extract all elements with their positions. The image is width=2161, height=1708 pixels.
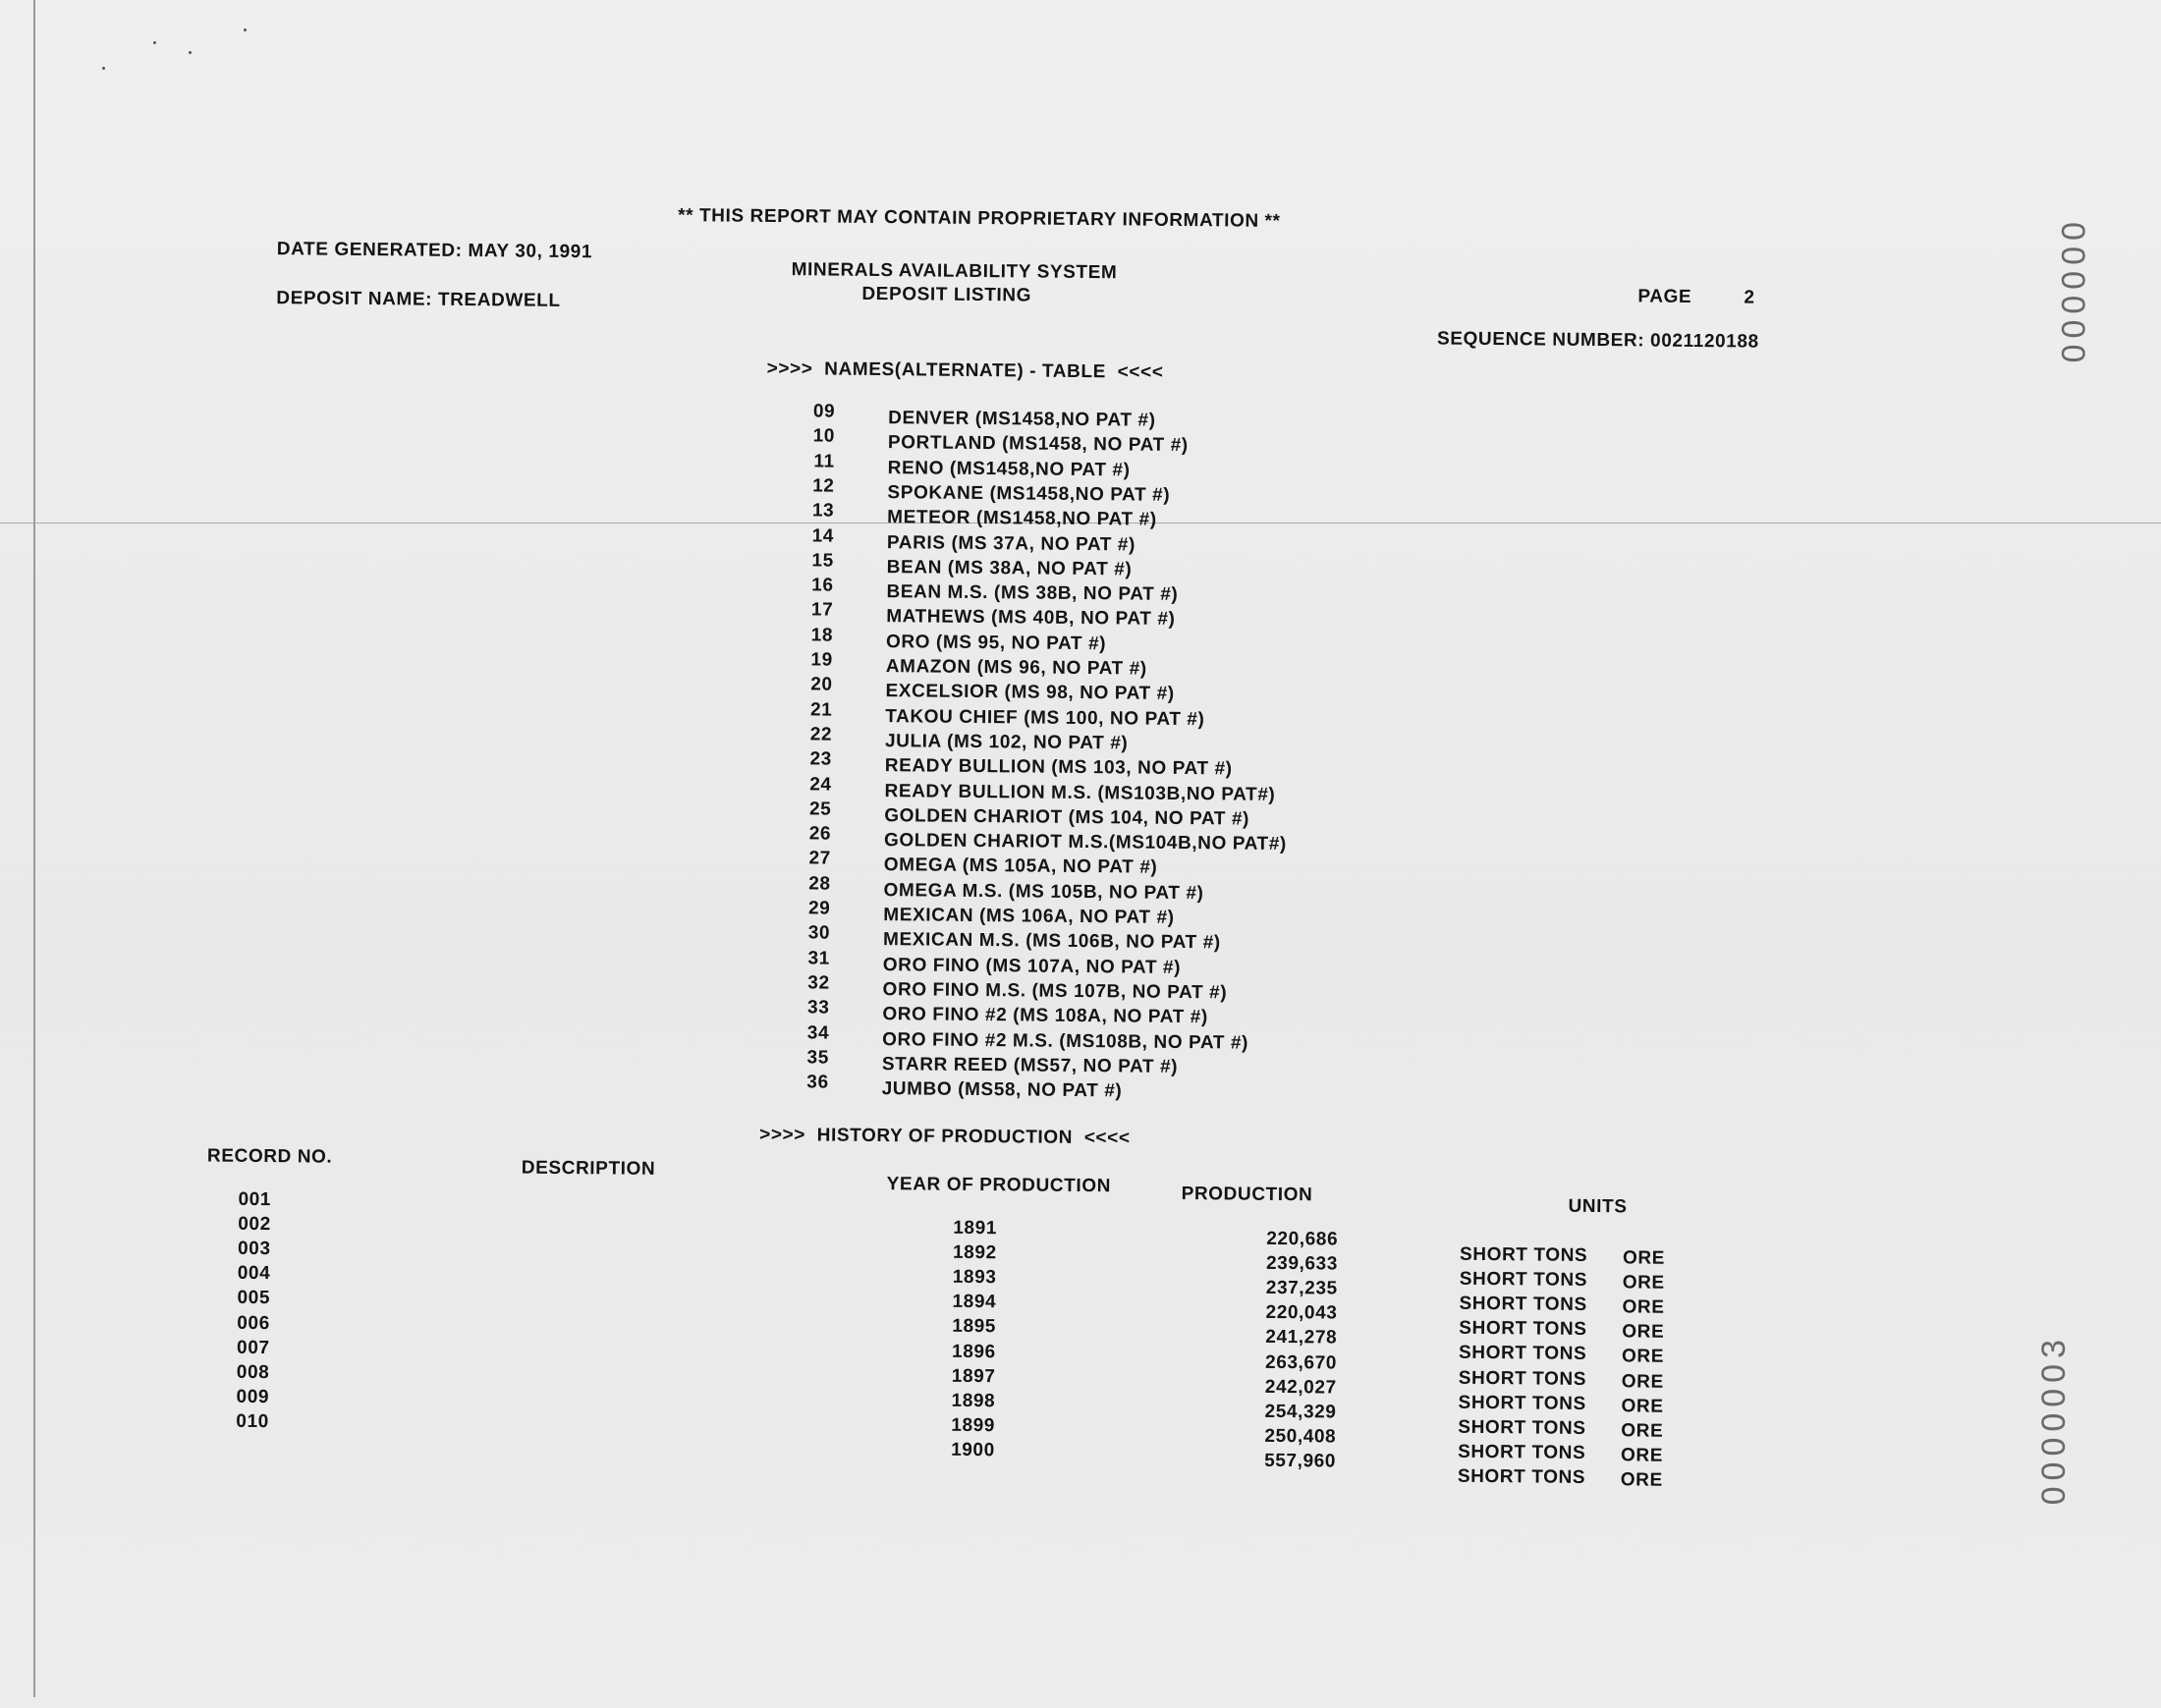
record-no-header: RECORD NO. xyxy=(206,1145,333,1168)
proprietary-notice: ** THIS REPORT MAY CONTAIN PROPRIETARY INFORMATION ** xyxy=(678,205,1281,232)
unit-cell: SHORT TONS xyxy=(1459,1243,1588,1266)
unit-cell: SHORT TONS xyxy=(1458,1367,1587,1390)
production-value-cell: 242,027 xyxy=(1264,1376,1337,1399)
name-row-number: 29 xyxy=(807,898,831,919)
name-row-number: 31 xyxy=(807,947,831,969)
year-cell: 1891 xyxy=(953,1217,998,1240)
production-header: PRODUCTION xyxy=(1181,1184,1313,1206)
unit-type-cell: ORE xyxy=(1621,1370,1664,1393)
unit-type-cell: ORE xyxy=(1620,1445,1664,1466)
year-cell: 1900 xyxy=(951,1439,995,1461)
page-number: 2 xyxy=(1744,287,1755,308)
name-row-number: 09 xyxy=(812,401,836,422)
name-row-number: 28 xyxy=(808,873,831,895)
year-cell: 1898 xyxy=(951,1390,996,1411)
name-row-number: 26 xyxy=(808,823,832,845)
name-row-text: ORO FINO #2 M.S. (MS108B, NO PAT #) xyxy=(882,1028,1249,1054)
name-row-number: 22 xyxy=(809,724,833,745)
name-row-text: JUMBO (MS58, NO PAT #) xyxy=(881,1078,1123,1102)
name-row-number: 19 xyxy=(810,649,833,671)
name-row-number: 15 xyxy=(811,550,834,572)
name-row-number: 23 xyxy=(809,748,832,770)
name-row-text: MEXICAN (MS 106A, NO PAT #) xyxy=(883,905,1175,928)
name-row-text: MEXICAN M.S. (MS 106B, NO PAT #) xyxy=(882,929,1221,954)
production-value-cell: 254,329 xyxy=(1264,1401,1337,1423)
name-row-text: SPOKANE (MS1458,NO PAT #) xyxy=(887,481,1171,506)
unit-cell: SHORT TONS xyxy=(1458,1441,1586,1463)
name-row-text: ORO FINO M.S. (MS 107B, NO PAT #) xyxy=(882,978,1228,1004)
name-row-number: 35 xyxy=(806,1047,830,1069)
unit-cell: SHORT TONS xyxy=(1459,1318,1587,1341)
year-cell: 1892 xyxy=(952,1241,997,1264)
name-row-number: 10 xyxy=(812,425,836,447)
name-row-text: MATHEWS (MS 40B, NO PAT #) xyxy=(886,606,1176,631)
name-row-text: AMAZON (MS 96, NO PAT #) xyxy=(885,656,1147,680)
name-row-text: READY BULLION M.S. (MS103B,NO PAT#) xyxy=(884,780,1276,805)
margin-code-top: 000000 xyxy=(2054,222,2091,369)
record-number-cell: 005 xyxy=(237,1288,271,1309)
name-row-text: BEAN M.S. (MS 38B, NO PAT #) xyxy=(886,581,1179,606)
name-row-number: 36 xyxy=(806,1072,829,1093)
unit-type-cell: ORE xyxy=(1622,1247,1666,1269)
name-row-text: GOLDEN CHARIOT M.S.(MS104B,NO PAT#) xyxy=(883,830,1287,855)
record-number-cell: 008 xyxy=(236,1361,270,1383)
unit-type-cell: ORE xyxy=(1621,1395,1664,1417)
unit-cell: SHORT TONS xyxy=(1458,1343,1587,1365)
name-row-number: 27 xyxy=(808,848,831,869)
unit-type-cell: ORE xyxy=(1620,1469,1663,1491)
year-cell: 1895 xyxy=(952,1316,997,1338)
unit-cell: SHORT TONS xyxy=(1457,1465,1586,1488)
name-row-number: 34 xyxy=(806,1021,830,1044)
production-value-cell: 557,960 xyxy=(1264,1450,1337,1472)
record-number-cell: 009 xyxy=(236,1386,270,1407)
production-value-cell: 250,408 xyxy=(1264,1425,1337,1448)
system-title: MINERALS AVAILABILITY SYSTEM xyxy=(791,259,1118,284)
listing-title: DEPOSIT LISTING xyxy=(861,283,1032,306)
name-row-text: OMEGA (MS 105A, NO PAT #) xyxy=(883,854,1158,879)
name-row-text: DENVER (MS1458,NO PAT #) xyxy=(888,408,1156,431)
name-row-number: 32 xyxy=(807,972,830,994)
deposit-name: DEPOSIT NAME: TREADWELL xyxy=(276,288,561,311)
name-row-text: GOLDEN CHARIOT (MS 104, NO PAT #) xyxy=(884,804,1250,830)
unit-type-cell: ORE xyxy=(1622,1296,1665,1318)
name-row-text: ORO FINO (MS 107A, NO PAT #) xyxy=(882,954,1182,978)
unit-cell: SHORT TONS xyxy=(1458,1416,1586,1439)
unit-type-cell: ORE xyxy=(1621,1419,1664,1442)
name-row-text: RENO (MS1458,NO PAT #) xyxy=(887,457,1131,481)
production-value-cell: 220,686 xyxy=(1266,1228,1339,1250)
record-number-cell: 003 xyxy=(237,1238,271,1260)
name-row-text: STARR REED (MS57, NO PAT #) xyxy=(881,1053,1179,1077)
name-row-text: ORO (MS 95, NO PAT #) xyxy=(885,631,1107,654)
name-row-number: 17 xyxy=(810,599,834,621)
name-row-text: PARIS (MS 37A, NO PAT #) xyxy=(886,531,1136,556)
name-row-number: 20 xyxy=(810,674,833,695)
record-number-cell: 001 xyxy=(238,1188,272,1211)
name-row-number: 13 xyxy=(811,500,835,522)
name-row-text: OMEGA M.S. (MS 105B, NO PAT #) xyxy=(883,879,1204,904)
name-row-number: 16 xyxy=(811,575,834,596)
unit-type-cell: ORE xyxy=(1622,1321,1665,1344)
production-section-title: >>>> HISTORY OF PRODUCTION <<<< xyxy=(759,1124,1131,1149)
year-cell: 1897 xyxy=(951,1365,996,1387)
year-header: YEAR OF PRODUCTION xyxy=(886,1174,1112,1197)
record-number-cell: 004 xyxy=(237,1263,271,1285)
year-cell: 1896 xyxy=(951,1341,996,1362)
units-header: UNITS xyxy=(1568,1195,1628,1218)
name-row-text: READY BULLION (MS 103, NO PAT #) xyxy=(884,755,1233,780)
unit-cell: SHORT TONS xyxy=(1459,1293,1587,1316)
year-cell: 1894 xyxy=(952,1292,997,1313)
record-number-cell: 006 xyxy=(237,1312,270,1334)
margin-code-bottom: 0000003 xyxy=(2035,1334,2073,1506)
name-row-number: 25 xyxy=(808,799,832,820)
name-row-text: JULIA (MS 102, NO PAT #) xyxy=(884,730,1129,754)
name-row-text: METEOR (MS1458,NO PAT #) xyxy=(887,507,1157,530)
name-row-number: 11 xyxy=(813,450,835,472)
production-value-cell: 241,278 xyxy=(1265,1327,1338,1349)
name-row-text: TAKOU CHIEF (MS 100, NO PAT #) xyxy=(885,705,1205,730)
production-value-cell: 263,670 xyxy=(1264,1351,1338,1374)
name-row-text: ORO FINO #2 (MS 108A, NO PAT #) xyxy=(882,1004,1208,1028)
name-row-number: 21 xyxy=(809,698,833,721)
year-cell: 1899 xyxy=(951,1414,996,1436)
name-row-number: 30 xyxy=(807,922,831,944)
unit-cell: SHORT TONS xyxy=(1458,1392,1586,1414)
name-row-text: EXCELSIOR (MS 98, NO PAT #) xyxy=(885,681,1175,705)
name-row-number: 18 xyxy=(810,625,834,646)
date-generated: DATE GENERATED: MAY 30, 1991 xyxy=(276,239,593,263)
description-header: DESCRIPTION xyxy=(521,1157,656,1180)
year-cell: 1893 xyxy=(952,1266,997,1289)
production-value-cell: 237,235 xyxy=(1265,1278,1338,1299)
production-value-cell: 239,633 xyxy=(1265,1252,1339,1275)
name-row-number: 14 xyxy=(811,524,835,547)
production-value-cell: 220,043 xyxy=(1265,1302,1338,1324)
name-row-text: BEAN (MS 38A, NO PAT #) xyxy=(886,556,1133,580)
sequence-number: SEQUENCE NUMBER: 0021120188 xyxy=(1436,328,1759,353)
page-label: PAGE xyxy=(1637,286,1692,307)
name-row-number: 33 xyxy=(806,997,830,1019)
unit-type-cell: ORE xyxy=(1621,1346,1665,1368)
name-row-text: PORTLAND (MS1458, NO PAT #) xyxy=(887,432,1189,457)
name-row-number: 24 xyxy=(809,773,832,796)
name-row-number: 12 xyxy=(812,475,835,497)
record-number-cell: 007 xyxy=(236,1337,270,1358)
record-number-cell: 002 xyxy=(238,1213,271,1236)
unit-cell: SHORT TONS xyxy=(1459,1268,1588,1292)
unit-type-cell: ORE xyxy=(1622,1272,1665,1294)
names-section-title: >>>> NAMES(ALTERNATE) - TABLE <<<< xyxy=(766,358,1164,383)
record-number-cell: 010 xyxy=(236,1410,269,1432)
